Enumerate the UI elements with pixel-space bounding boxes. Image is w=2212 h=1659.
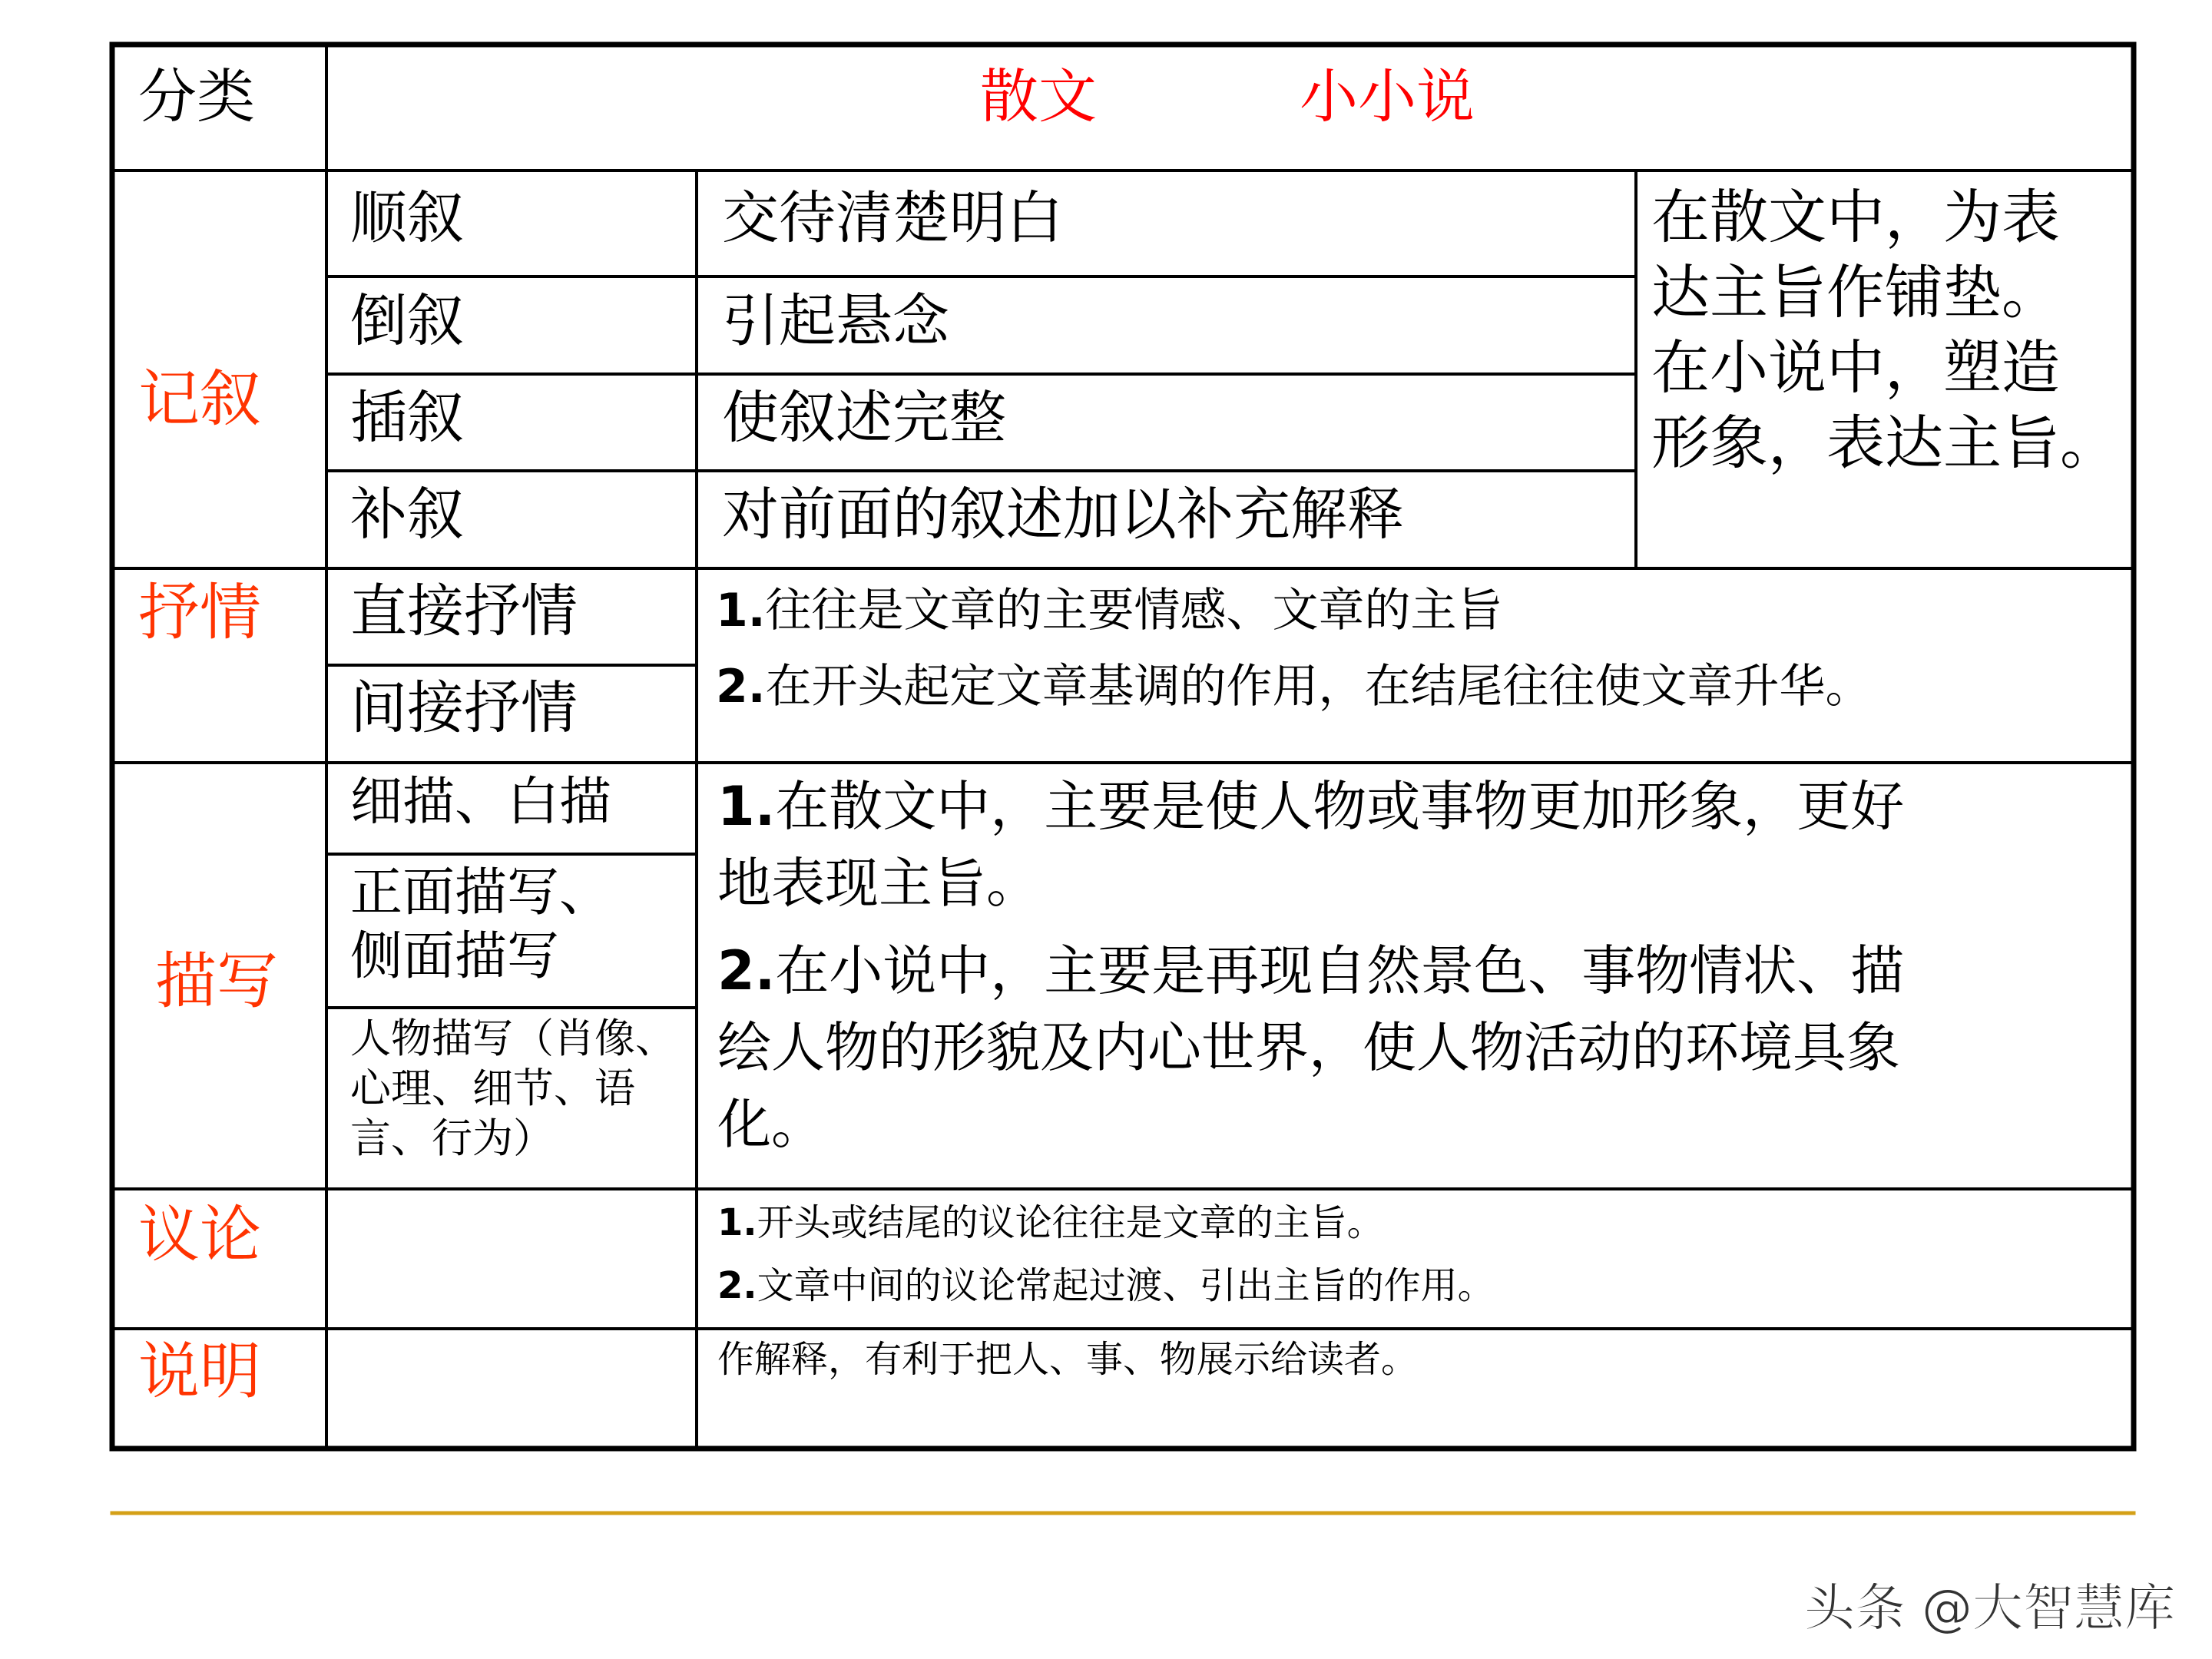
watermark: 头条 @大智慧库	[1804, 1578, 2175, 1637]
narration-type-name: 补叙	[350, 482, 464, 548]
point-number: 2.	[717, 1263, 757, 1307]
description-type-line: 正面描写、	[350, 863, 612, 923]
category-lyric: 抒情	[138, 577, 261, 648]
header-fiction-label: 小小说	[1300, 62, 1475, 131]
description-type	[350, 862, 611, 989]
lyric-type: 直接抒情	[350, 578, 578, 644]
description-point-line: 地表现主旨。	[717, 852, 1040, 916]
lyric-type: 间接抒情	[350, 675, 578, 741]
description-type	[350, 771, 611, 835]
exposition-text: 作解释，有利于把人、事、物展示给读者。	[717, 1338, 1419, 1381]
point-number: 2.	[717, 939, 776, 1003]
header-prose-label: 散文	[980, 62, 1097, 131]
lyric-points	[716, 578, 1872, 720]
narration-type-effect: 交待清楚明白	[722, 185, 1063, 251]
narration-type-name: 倒叙	[350, 288, 464, 354]
argument-points	[717, 1192, 1495, 1317]
point-text: 在散文中，主要是使人物或事物更加形象，更好	[775, 775, 1905, 838]
description-point-line: 化。	[717, 1093, 825, 1157]
narration-type-name: 插叙	[350, 385, 464, 451]
description-type-line: 言、行为）	[350, 1115, 554, 1163]
category-exposition: 说明	[138, 1336, 261, 1407]
point-text: 在小说中，主要是再现自然景色、事物情状、描	[775, 939, 1905, 1003]
description-point-line	[717, 768, 1904, 845]
narration-note-line: 形象，表达主旨。	[1651, 409, 2118, 478]
point-text: 往往是文章的主要情感、文章的主旨	[765, 584, 1503, 637]
point-text: 开头或结尾的议论往往是文章的主旨。	[757, 1201, 1384, 1244]
description-type-line: 心理、细节、语	[350, 1065, 635, 1113]
narration-note-line: 达主旨作铺垫。	[1651, 258, 2060, 327]
description-type	[350, 1014, 676, 1164]
description-type-line: 人物描写（肖像、	[350, 1015, 676, 1062]
description-point	[717, 932, 1904, 1163]
narration-type-effect: 使叙述完整	[722, 385, 1006, 451]
description-type-line: 侧面描写	[350, 926, 560, 987]
argument-point	[717, 1255, 1495, 1318]
category-argument: 议论	[138, 1199, 261, 1270]
argument-point	[717, 1192, 1495, 1255]
description-type-line: 细描、白描	[350, 772, 612, 833]
narration-note-line: 在小说中，塑造	[1651, 333, 2060, 402]
point-number: 1.	[716, 584, 766, 637]
point-text: 文章中间的议论常起过渡、引出主旨的作用。	[757, 1263, 1495, 1307]
point-number: 1.	[717, 775, 776, 838]
point-text: 在开头起定文章基调的作用，在结尾往往使文章升华。	[765, 660, 1872, 714]
narration-type-name: 顺叙	[350, 185, 464, 251]
description-point	[717, 768, 1904, 922]
narration-type-effect: 引起悬念	[722, 288, 949, 354]
category-description: 描写	[155, 945, 278, 1017]
lyric-point	[716, 578, 1872, 644]
category-narration: 记叙	[138, 363, 261, 435]
description-point-line	[717, 932, 1904, 1009]
narration-note	[1651, 180, 2118, 481]
description-point-line: 绘人物的形貌及内心世界，使人物活动的环境具象	[717, 1016, 1900, 1080]
point-number: 1.	[717, 1201, 757, 1244]
header-category-label: 分类	[138, 62, 255, 131]
point-number: 2.	[716, 660, 766, 714]
narration-type-effect: 对前面的叙述加以补充解释	[722, 482, 1404, 548]
lyric-point	[716, 654, 1872, 720]
description-points	[717, 768, 1904, 1163]
narration-note-line: 在散文中，为表	[1651, 183, 2060, 251]
